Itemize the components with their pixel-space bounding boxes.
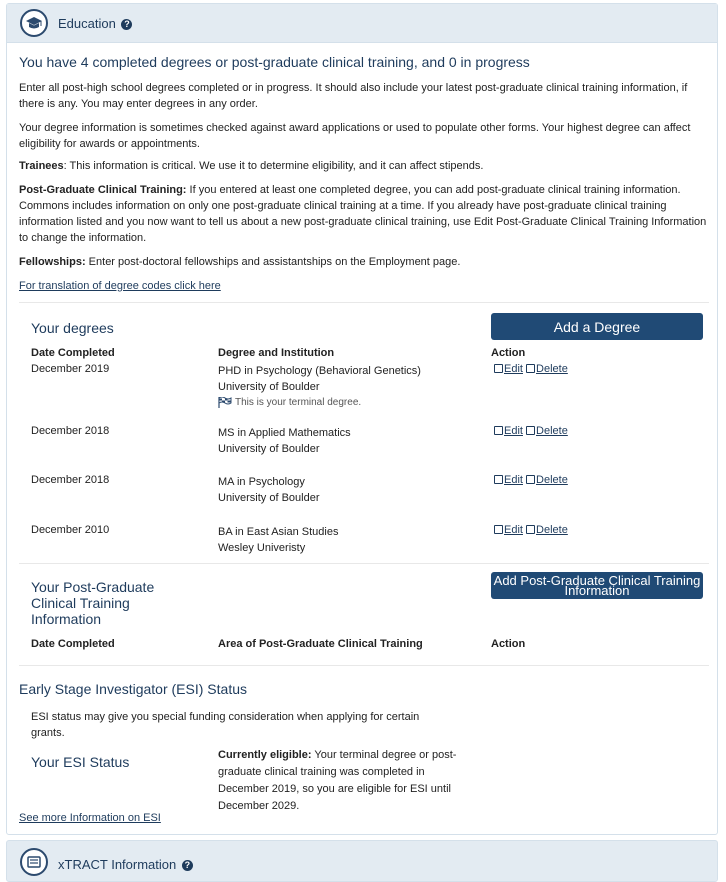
translation-link-row — [19, 278, 709, 294]
edit-label: Edit — [504, 524, 523, 536]
degree-row-1-degree: PHD in Psychology (Behavioral Genetics) — [218, 365, 421, 377]
edit-icon — [494, 525, 503, 534]
xtract-title-text: xTRACT Information — [58, 857, 177, 872]
xtract-icon — [20, 848, 48, 876]
delete-link[interactable] — [526, 474, 568, 486]
degree-row-1-actions — [494, 363, 568, 375]
divider — [19, 665, 709, 666]
degree-row-4-date: December 2010 — [31, 524, 110, 536]
degree-row-3-actions — [494, 474, 568, 486]
degree-row-2-degree: MS in Applied Mathematics — [218, 427, 351, 439]
edit-label: Edit — [504, 425, 523, 437]
education-panel — [6, 3, 718, 835]
education-title — [58, 16, 132, 31]
divider — [19, 563, 709, 564]
delete-label: Delete — [536, 363, 568, 375]
pgct-label: Post-Graduate Clinical Training: — [19, 184, 187, 196]
pgct-text — [19, 182, 709, 246]
degree-info-text: Your degree information is sometimes checked against award applications or used to populate other forms. Your highest degree can affect eligibility for awards or appointments. — [19, 122, 691, 150]
esi-status — [218, 747, 468, 815]
degree-row-3-info — [218, 474, 320, 506]
degree-row-4-institution: Wesley Univeristy — [218, 542, 306, 554]
add-degree-button[interactable]: Add a Degree — [491, 313, 703, 340]
degree-row-4-degree: BA in East Asian Studies — [218, 526, 339, 538]
education-panel-header — [7, 4, 717, 43]
intro-text: Enter all post-high school degrees completed or in progress. It should also include your latest post-graduate clinical training information, if there is any. You may enter degrees in any order. — [19, 82, 688, 110]
degree-row-1-institution: University of Boulder — [218, 381, 320, 393]
degree-row-2-institution: University of Boulder — [218, 443, 320, 455]
your-esi-status-label: Your ESI Status — [31, 754, 130, 770]
pgct-body: If you entered at least one completed degree, you can add post-graduate clinical training information. Commons includes information on only one post-graduate clinical training at a time. If you already have post-graduate clinical training information listed and you now want to tell us about a new post-graduate clinical training, use Edit Post-Graduate Clinical Training Information to change the information. — [19, 184, 707, 244]
delete-label: Delete — [536, 425, 568, 437]
degree-row-2-info — [218, 425, 351, 457]
terminal-degree-note — [218, 397, 421, 408]
add-pgct-button[interactable]: Add Post-Graduate Clinical Training Information — [491, 572, 703, 599]
help-icon[interactable]: ? — [182, 860, 193, 871]
degree-row-2-date: December 2018 — [31, 425, 110, 437]
your-degrees-title: Your degrees — [31, 320, 114, 336]
esi-title: Early Stage Investigator (ESI) Status — [19, 681, 247, 697]
delete-link[interactable] — [526, 524, 568, 536]
graduation-cap-icon — [20, 9, 48, 37]
delete-edit-icon — [526, 364, 535, 373]
fellowships-label: Fellowships: — [19, 256, 86, 268]
fellowships-text — [19, 254, 709, 270]
pgct-col-area: Area of Post-Graduate Clinical Training — [218, 638, 423, 650]
esi-more-link[interactable]: See more Information on ESI — [19, 812, 161, 824]
edit-icon — [494, 426, 503, 435]
terminal-degree-text: This is your terminal degree. — [235, 397, 362, 408]
degree-row-3-degree: MA in Psychology — [218, 476, 305, 488]
flag-icon — [218, 397, 232, 408]
edit-link[interactable] — [494, 524, 523, 536]
edit-label: Edit — [504, 474, 523, 486]
col-degree-institution: Degree and Institution — [218, 347, 335, 359]
divider — [19, 302, 709, 303]
trainees-body: : This information is critical. We use it to determine eligibility, and it can affect stipends. — [63, 160, 484, 172]
delete-link[interactable] — [526, 425, 568, 437]
edit-label: Edit — [504, 363, 523, 375]
degree-row-2-actions — [494, 425, 568, 437]
degree-summary: You have 4 completed degrees or post-graduate clinical training, and 0 in progress — [19, 54, 530, 70]
edit-icon — [494, 475, 503, 484]
delete-edit-icon — [526, 475, 535, 484]
esi-more-link-row — [19, 812, 161, 824]
edit-link[interactable] — [494, 474, 523, 486]
col-date-completed: Date Completed — [31, 347, 115, 359]
degree-row-3-date: December 2018 — [31, 474, 110, 486]
edit-icon — [494, 364, 503, 373]
col-action: Action — [491, 347, 526, 359]
pgct-col-action: Action — [491, 638, 526, 650]
delete-label: Delete — [536, 524, 568, 536]
edit-link[interactable] — [494, 363, 523, 375]
degree-row-3-institution: University of Boulder — [218, 492, 320, 504]
trainees-text — [19, 158, 709, 174]
esi-status-text: Your terminal degree or post-graduate clinical training was completed in December 2019, so you are eligible for ESI until December 2029. — [218, 749, 457, 812]
degree-row-4-info — [218, 524, 338, 556]
xtract-title — [58, 857, 193, 872]
degree-row-1-date: December 2019 — [31, 363, 110, 375]
edit-link[interactable] — [494, 425, 523, 437]
xtract-panel-header — [6, 840, 718, 882]
degree-row-4-actions — [494, 524, 568, 536]
education-title-text: Education — [58, 16, 116, 31]
delete-edit-icon — [526, 426, 535, 435]
pgct-col-date: Date Completed — [31, 638, 115, 650]
fellowships-body: Enter post-doctoral fellowships and assistantships on the Employment page. — [85, 256, 461, 268]
esi-status-bold: Currently eligible: — [218, 749, 312, 761]
trainees-label: Trainees — [19, 160, 64, 172]
translation-link[interactable]: For translation of degree codes click here — [19, 280, 221, 292]
degree-row-1-info — [218, 363, 421, 408]
help-icon[interactable]: ? — [121, 19, 132, 30]
delete-link[interactable] — [526, 363, 568, 375]
delete-edit-icon — [526, 525, 535, 534]
esi-description: ESI status may give you special funding consideration when applying for certain grants. — [31, 711, 420, 739]
delete-label: Delete — [536, 474, 568, 486]
pgct-title: Your Post-Graduate Clinical Training Information — [31, 579, 155, 627]
